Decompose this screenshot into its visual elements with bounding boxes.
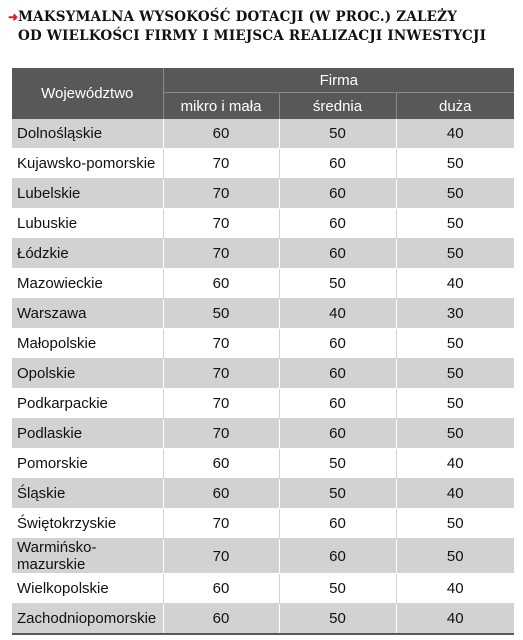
region-name-cell: Podlaskie bbox=[12, 419, 163, 449]
table-header bbox=[12, 68, 514, 119]
table-row bbox=[12, 239, 514, 269]
region-name-cell: Łódzkie bbox=[12, 239, 163, 269]
micro-small-value-cell: 70 bbox=[163, 389, 279, 419]
large-value-cell: 40 bbox=[396, 119, 514, 149]
region-name-cell: Podkarpackie bbox=[12, 389, 163, 419]
column-header-micro-small: mikro i mała bbox=[163, 93, 279, 120]
headline-line-1: MAKSYMALNA WYSOKOŚĆ DOTACJI (W PROC.) ZALEŻY bbox=[18, 9, 458, 25]
region-name-cell: Zachodniopomorskie bbox=[12, 604, 163, 635]
large-value-cell: 50 bbox=[396, 539, 514, 574]
large-value-cell: 40 bbox=[396, 574, 514, 604]
large-value-cell: 50 bbox=[396, 179, 514, 209]
table-row bbox=[12, 479, 514, 509]
micro-small-value-cell: 70 bbox=[163, 209, 279, 239]
table-row bbox=[12, 509, 514, 539]
region-name-cell: Małopolskie bbox=[12, 329, 163, 359]
medium-value-cell: 60 bbox=[279, 209, 396, 239]
micro-small-value-cell: 70 bbox=[163, 419, 279, 449]
medium-value-cell: 60 bbox=[279, 179, 396, 209]
region-name-cell: Wielkopolskie bbox=[12, 574, 163, 604]
column-header-medium: średnia bbox=[279, 93, 396, 120]
large-value-cell: 40 bbox=[396, 604, 514, 635]
micro-small-value-cell: 60 bbox=[163, 269, 279, 299]
medium-value-cell: 50 bbox=[279, 269, 396, 299]
large-value-cell: 50 bbox=[396, 389, 514, 419]
region-name-cell: Pomorskie bbox=[12, 449, 163, 479]
large-value-cell: 50 bbox=[396, 149, 514, 179]
micro-small-value-cell: 50 bbox=[163, 299, 279, 329]
column-group-header-firma: Firma bbox=[163, 68, 514, 93]
large-value-cell: 50 bbox=[396, 359, 514, 389]
micro-small-value-cell: 60 bbox=[163, 119, 279, 149]
micro-small-value-cell: 70 bbox=[163, 179, 279, 209]
region-name-cell: Kujawsko-pomorskie bbox=[12, 149, 163, 179]
micro-small-value-cell: 60 bbox=[163, 449, 279, 479]
medium-value-cell: 50 bbox=[279, 479, 396, 509]
micro-small-value-cell: 60 bbox=[163, 479, 279, 509]
table-row bbox=[12, 299, 514, 329]
region-name-cell: Śląskie bbox=[12, 479, 163, 509]
medium-value-cell: 50 bbox=[279, 604, 396, 635]
column-header-region: Województwo bbox=[12, 68, 163, 119]
large-value-cell: 50 bbox=[396, 209, 514, 239]
table-row bbox=[12, 269, 514, 299]
table-row bbox=[12, 119, 514, 149]
micro-small-value-cell: 60 bbox=[163, 574, 279, 604]
region-name-cell: Lubuskie bbox=[12, 209, 163, 239]
headline-line-2: OD WIELKOŚCI FIRMY I MIEJSCA REALIZACJI INWESTYCJI bbox=[18, 28, 487, 44]
medium-value-cell: 60 bbox=[279, 329, 396, 359]
arrow-icon: ➜ bbox=[8, 10, 19, 24]
large-value-cell: 50 bbox=[396, 509, 514, 539]
micro-small-value-cell: 70 bbox=[163, 509, 279, 539]
micro-small-value-cell: 70 bbox=[163, 149, 279, 179]
table-row bbox=[12, 604, 514, 635]
table-row bbox=[12, 574, 514, 604]
region-name-cell: Dolnośląskie bbox=[12, 119, 163, 149]
medium-value-cell: 40 bbox=[279, 299, 396, 329]
micro-small-value-cell: 60 bbox=[163, 604, 279, 635]
table-row bbox=[12, 329, 514, 359]
column-header-large: duża bbox=[396, 93, 514, 120]
medium-value-cell: 50 bbox=[279, 449, 396, 479]
medium-value-cell: 60 bbox=[279, 149, 396, 179]
large-value-cell: 40 bbox=[396, 479, 514, 509]
region-name-cell: Warszawa bbox=[12, 299, 163, 329]
region-name-cell: Mazowieckie bbox=[12, 269, 163, 299]
large-value-cell: 50 bbox=[396, 419, 514, 449]
medium-value-cell: 60 bbox=[279, 419, 396, 449]
micro-small-value-cell: 70 bbox=[163, 329, 279, 359]
region-name-cell: Świętokrzyskie bbox=[12, 509, 163, 539]
large-value-cell: 40 bbox=[396, 269, 514, 299]
table-row bbox=[12, 209, 514, 239]
medium-value-cell: 60 bbox=[279, 509, 396, 539]
medium-value-cell: 60 bbox=[279, 539, 396, 574]
medium-value-cell: 50 bbox=[279, 574, 396, 604]
large-value-cell: 30 bbox=[396, 299, 514, 329]
region-name-cell: Opolskie bbox=[12, 359, 163, 389]
medium-value-cell: 60 bbox=[279, 389, 396, 419]
micro-small-value-cell: 70 bbox=[163, 239, 279, 269]
table-row bbox=[12, 149, 514, 179]
table-row bbox=[12, 449, 514, 479]
large-value-cell: 50 bbox=[396, 239, 514, 269]
region-name-cell: Lubelskie bbox=[12, 179, 163, 209]
large-value-cell: 50 bbox=[396, 329, 514, 359]
medium-value-cell: 60 bbox=[279, 239, 396, 269]
table-row bbox=[12, 539, 514, 574]
micro-small-value-cell: 70 bbox=[163, 359, 279, 389]
table-row bbox=[12, 419, 514, 449]
table-row bbox=[12, 179, 514, 209]
table-row bbox=[12, 389, 514, 419]
micro-small-value-cell: 70 bbox=[163, 539, 279, 574]
region-name-cell: Warmińsko-mazurskie bbox=[12, 539, 163, 574]
table-row bbox=[12, 359, 514, 389]
table-body bbox=[12, 119, 514, 634]
large-value-cell: 40 bbox=[396, 449, 514, 479]
medium-value-cell: 50 bbox=[279, 119, 396, 149]
subsidy-table bbox=[12, 68, 514, 635]
headline bbox=[8, 8, 518, 46]
medium-value-cell: 60 bbox=[279, 359, 396, 389]
